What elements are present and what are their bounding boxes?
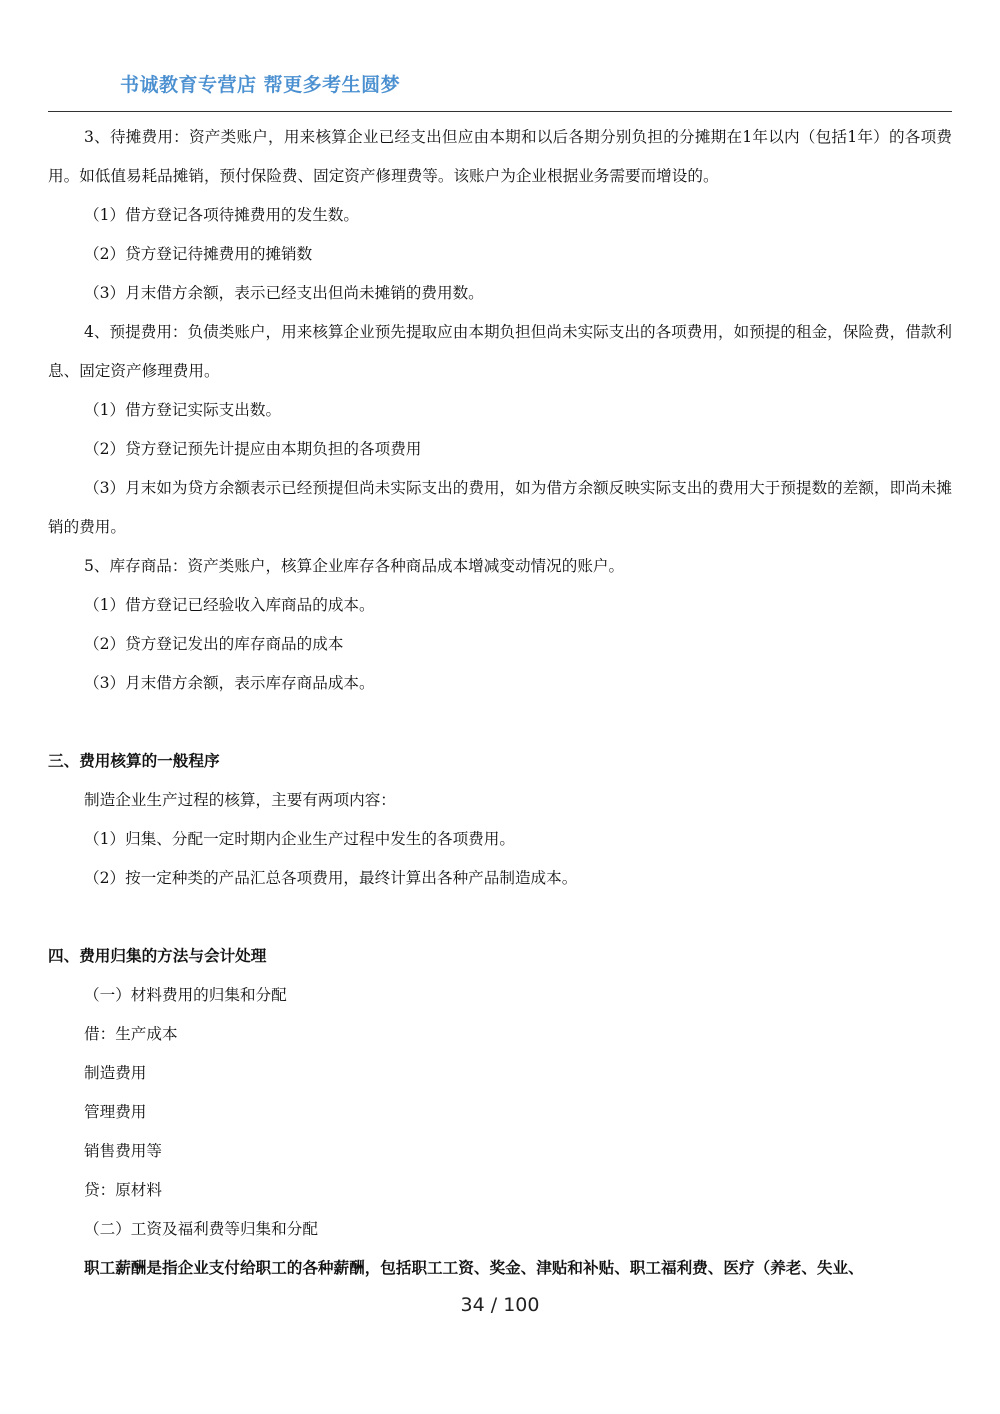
entry-debit: 借：生产成本	[84, 1025, 178, 1043]
item5-text: 5、库存商品：资产类账户，核算企业库存各种商品成本增减变动情况的账户。	[84, 557, 625, 575]
item4-text: 4、预提费用：负债类账户，用来核算企业预先提取应由本期负担但尚未实际支出的各项费用，如预提的租金，保险费，借款利息、固定资产修理费用。	[48, 323, 952, 380]
entry-line-3: 管理费用	[84, 1103, 147, 1121]
entry-line-2: 制造费用	[84, 1064, 147, 1082]
salary-definition: 职工薪酬是指企业支付给职工的各种薪酬，包括职工工资、奖金、津贴和补贴、职工福利费、医疗（养老、失业、	[84, 1259, 864, 1277]
section3-intro: 制造企业生产过程的核算，主要有两项内容：	[84, 791, 396, 809]
page-body	[48, 118, 952, 1288]
item4-sub-2: （2）贷方登记预先计提应由本期负担的各项费用	[84, 440, 422, 458]
section4-sub1: （一）材料费用的归集和分配	[84, 986, 287, 1004]
item3-text: 3、待摊费用：资产类账户，用来核算企业已经支出但应由本期和以后各期分别负担的分摊期在1年以内（包括1年）的各项费用。如低值易耗品摊销，预付保险费、固定资产修理费等。该账户为企业根据业务需要而增设的。	[48, 128, 952, 185]
section4-sub2: （二）工资及福利费等归集和分配	[84, 1220, 318, 1238]
header-title: 书诚教育专营店 帮更多考生圆梦	[120, 74, 401, 96]
section3-item-2: （2）按一定种类的产品汇总各项费用，最终计算出各种产品制造成本。	[84, 869, 578, 887]
entry-line-4: 销售费用等	[84, 1142, 162, 1160]
item5-sub-2: （2）贷方登记发出的库存商品的成本	[84, 635, 344, 653]
spacer	[48, 898, 952, 937]
section3-item-1: （1）归集、分配一定时期内企业生产过程中发生的各项费用。	[84, 830, 515, 848]
item5-sub-1: （1）借方登记已经验收入库商品的成本。	[84, 596, 375, 614]
page-number: 34 / 100	[460, 1294, 540, 1316]
item4-sub-3: （3）月末如为贷方余额表示已经预提但尚未实际支出的费用，如为借方余额反映实际支出的费用大于预提数的差额，即尚未摊销的费用。	[48, 479, 952, 536]
item3-sub-3: （3）月末借方余额，表示已经支出但尚未摊销的费用数。	[84, 284, 484, 302]
item5-sub-3: （3）月末借方余额，表示库存商品成本。	[84, 674, 375, 692]
item3-sub-1: （1）借方登记各项待摊费用的发生数。	[84, 206, 360, 224]
spacer	[48, 703, 952, 742]
section3-heading: 三、费用核算的一般程序	[48, 752, 220, 770]
section4-heading: 四、费用归集的方法与会计处理	[48, 947, 267, 965]
entry-credit: 贷：原材料	[84, 1181, 162, 1199]
header-divider	[48, 111, 952, 112]
item4-sub-1: （1）借方登记实际支出数。	[84, 401, 282, 419]
item3-sub-2: （2）贷方登记待摊费用的摊销数	[84, 245, 313, 263]
